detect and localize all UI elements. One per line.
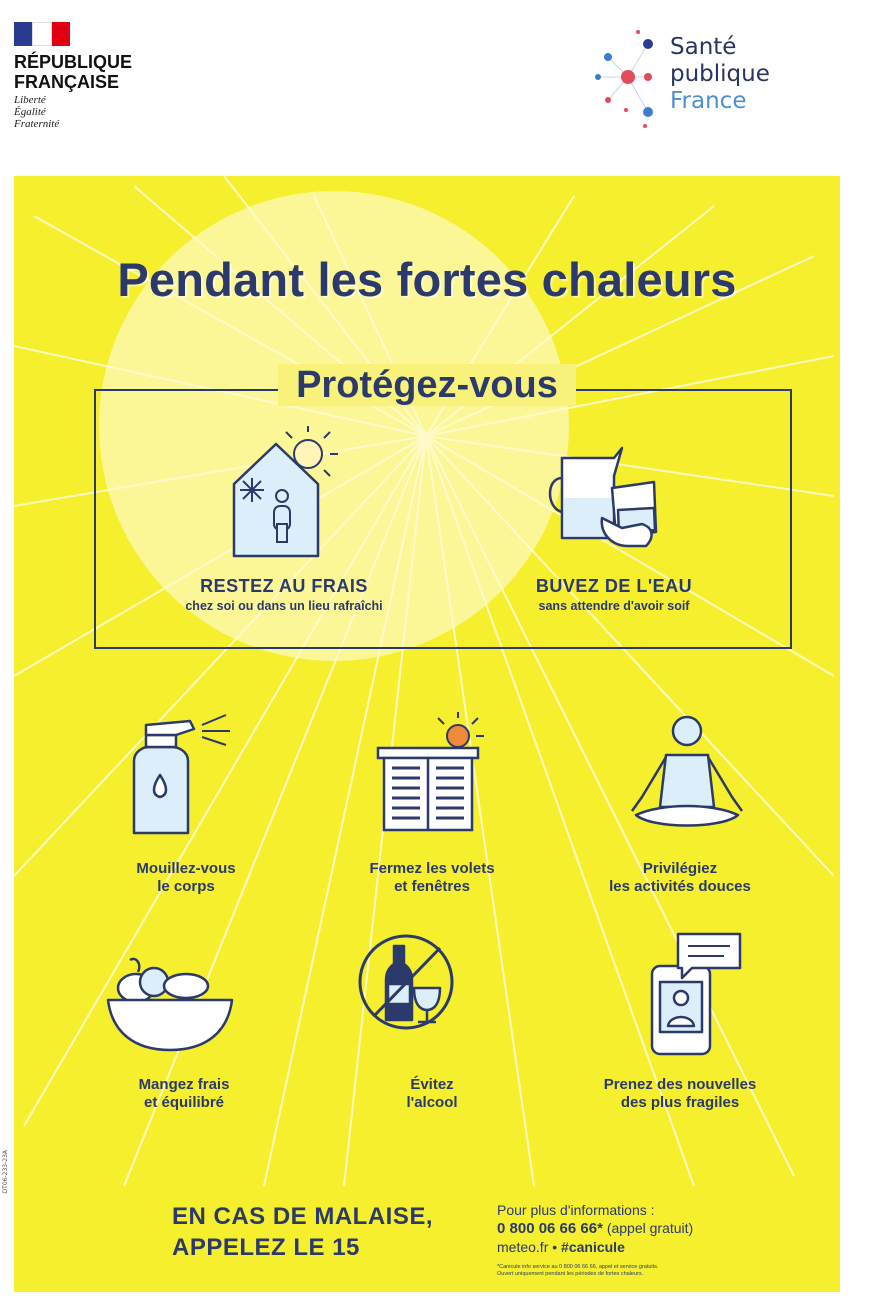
main-tip-2-label (484, 576, 744, 613)
tip-5-line2: l'alcool (406, 1094, 458, 1111)
emergency-line2: APPELEZ LE 15 (172, 1234, 360, 1261)
spf-line3: France (670, 88, 747, 114)
emergency-message (172, 1201, 433, 1263)
info-phone-line (497, 1219, 693, 1238)
info-block (497, 1201, 693, 1278)
spf-line1: Santé (670, 34, 737, 60)
footnote (497, 1264, 693, 1278)
footnote-line2: Ouvert uniquement pendant les périodes de fortes chaleurs. (497, 1271, 644, 1277)
footnote-line1: *Canicule info service au 0 800 06 66 66, appel et service gratuits. (497, 1264, 659, 1270)
rf-motto-line1: Liberté (14, 94, 46, 106)
main-tip-1-sub: chez soi ou dans un lieu rafraîchi (185, 599, 383, 613)
spf-wordmark (670, 34, 770, 115)
spf-line2: publique (670, 61, 770, 87)
phone-message-icon (648, 926, 748, 1056)
tip-6-line1: Prenez des nouvelles (603, 1076, 757, 1093)
info-hashtag: #canicule (561, 1239, 625, 1255)
main-tip-2-title: BUVEZ DE L'EAU (535, 576, 693, 596)
main-tip-1-title: RESTEZ AU FRAIS (200, 576, 368, 596)
tip-1-line1: Mouillez-vous (136, 860, 236, 877)
molecule-icon (588, 22, 668, 132)
poster-subtitle: Protégez-vous (278, 364, 576, 406)
sante-publique-france-logo (588, 22, 808, 132)
spray-bottle-icon (116, 711, 256, 846)
tip-1-line2: le corps (157, 878, 215, 895)
info-web-line (497, 1238, 693, 1256)
tip-3-label (580, 860, 780, 896)
poster (14, 176, 840, 1292)
house-snowflake-icon (226, 424, 356, 564)
tip-2-label (332, 860, 532, 896)
salad-bowl-icon (106, 954, 236, 1059)
rf-motto-line3: Fraternité (14, 118, 60, 130)
tip-4-line2: et équilibré (143, 1094, 225, 1111)
tip-2-line2: et fenêtres (394, 878, 470, 895)
tip-6-label (580, 1076, 780, 1112)
info-intro: Pour plus d'informations : (497, 1202, 655, 1218)
emergency-line1: EN CAS DE MALAISE, (172, 1203, 434, 1230)
subtitle-wrap (14, 364, 840, 407)
rf-motto (14, 94, 132, 130)
info-web: meteo.fr • (497, 1239, 562, 1255)
rf-name (14, 52, 132, 92)
side-reference: DT06-233-23A (2, 1150, 9, 1194)
tip-3-line2: les activités douces (609, 878, 751, 895)
info-phone: 0 800 06 66 66* (497, 1220, 603, 1237)
tip-4-line1: Mangez frais (138, 1076, 230, 1093)
poster-title: Pendant les fortes chaleurs (117, 253, 737, 306)
water-jug-glass-icon (542, 438, 672, 558)
main-tip-1-label (154, 576, 414, 613)
tip-4-label (84, 1076, 284, 1112)
tip-1-label (86, 860, 286, 896)
tip-2-line1: Fermez les volets (369, 860, 495, 877)
meditation-icon (622, 711, 752, 841)
marianne-flag-icon (14, 22, 70, 46)
tip-5-label (332, 1076, 532, 1112)
shutters-sun-icon (376, 706, 506, 836)
tip-5-line1: Évitez (410, 1076, 454, 1093)
rf-name-line2: FRANÇAISE (14, 72, 120, 92)
rf-motto-line2: Égalité (14, 106, 46, 118)
no-alcohol-icon (356, 932, 456, 1032)
tip-3-line1: Privilégiez (642, 860, 718, 877)
rf-name-line1: RÉPUBLIQUE (14, 52, 133, 72)
main-tip-2-sub: sans attendre d'avoir soif (538, 599, 690, 613)
tip-6-line2: des plus fragiles (620, 1094, 740, 1111)
info-phone-note: (appel gratuit) (602, 1220, 694, 1236)
republique-francaise-logo (14, 22, 132, 130)
